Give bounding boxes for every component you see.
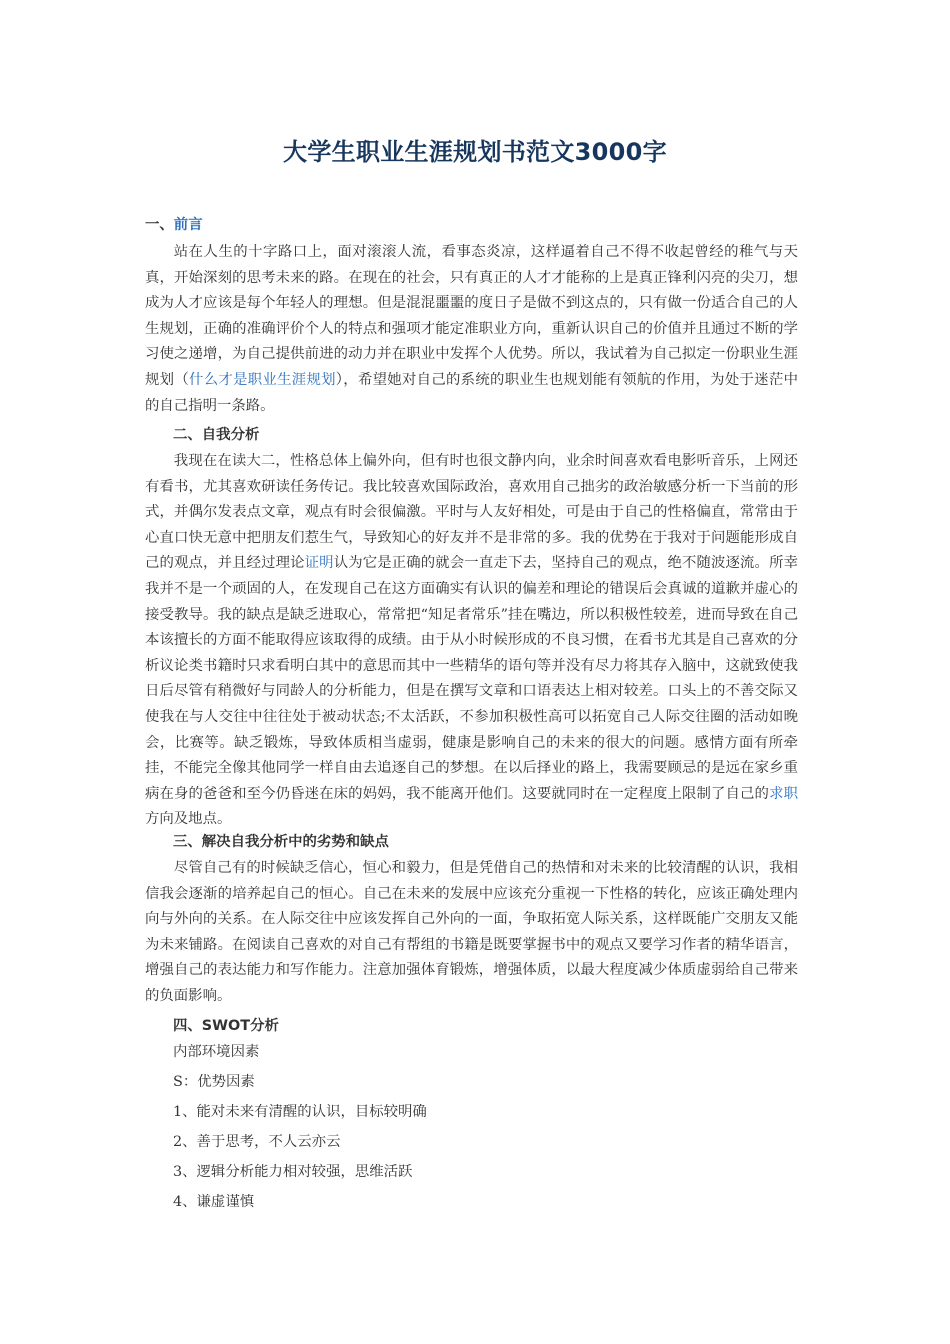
strength-item-3: 3、逻辑分析能力相对较强，思维活跃 — [173, 1164, 413, 1180]
strength-item-2: 2、善于思考，不人云亦云 — [173, 1134, 341, 1150]
job-seeking-link[interactable]: 求职 — [769, 785, 798, 802]
strengths-label: S：优势因素 — [173, 1074, 255, 1090]
section-heading-preface — [145, 213, 203, 234]
strength-item-1: 1、能对未来有清醒的认识，目标较明确 — [173, 1104, 427, 1120]
internal-factors-label: 内部环境因素 — [173, 1044, 260, 1060]
preface-text-b: ），希望她对自己的系统的职业生也规划能有领航的作用，为处于迷茫中的自己指明一条路。 — [145, 371, 798, 414]
strength-item-4: 4、谦虚谨慎 — [173, 1194, 255, 1210]
proof-link[interactable]: 证明 — [304, 555, 334, 572]
section-number: 一、 — [145, 217, 174, 233]
document-title: 大学生职业生涯规划书范文3000字 — [283, 138, 667, 166]
section-heading-weakness-solutions: 三、解决自我分析中的劣势和缺点 — [173, 834, 389, 850]
self-analysis-text-c: 方向及地点。 — [145, 811, 232, 828]
preface-paragraph — [145, 240, 798, 419]
preface-link[interactable]: 前言 — [173, 217, 203, 233]
section-heading-self-analysis: 二、自我分析 — [173, 427, 260, 443]
section-heading-swot: 四、SWOT分析 — [173, 1018, 279, 1034]
self-analysis-paragraph — [145, 449, 798, 833]
career-planning-link[interactable]: 什么才是职业生涯规划 — [189, 371, 336, 388]
preface-text-a: 站在人生的十字路口上，面对滚滚人流，看事态炎凉，这样逼着自己不得不收起曾经的稚气与天真，开始深刻的思考未来的路。在现在的社会，只有真正的人才才能称的上是真正锋利闪亮的尖刀，想成为人才应该是每个年轻人的理想。但是混混噩噩的度日子是做不到这点的，只有做一份适合自己的人生规划，正确的准确评价个人的特点和强项才能定准职业方向，重新认识自己的价值并且通过不断的学习使之递增，为自己提供前进的动力并在职业中发挥个人优势。所以，我试着为自己拟定一份职业生涯规划（ — [145, 244, 798, 388]
weakness-solutions-paragraph: 尽管自己有的时候缺乏信心，恒心和毅力，但是凭借自己的热情和对未来的比较清醒的认识，我相信我会逐渐的培养起自己的恒心。自己在未来的发展中应该充分重视一下性格的转化，应该正确处理内向与外向的关系。在人际交往中应该发挥自己外向的一面，争取拓宽人际关系，这样既能广交朋友又能为未来铺路。在阅读自己喜欢的对自己有帮组的书籍是既要掌握书中的观点又要学习作者的精华语言，增强自己的表达能力和写作能力。注意加强体育锻炼，增强体质，以最大程度减少体质虚弱给自己带来的负面影响。 — [145, 860, 798, 1004]
self-analysis-text-b: 认为它是正确的就会一直走下去，坚持自己的观点，绝不随波逐流。所幸我并不是一个顽固的人，在发现自己在这方面确实有认识的偏差和理论的错误后会真诚的道歉并虚心的接受教导。我的缺点是缺乏进取心，常常把“知足者常乐”挂在嘴边，所以积极性较差，进而导致在自己本该擅长的方面不能取得应该取得的成绩。由于从小时候形成的不良习惯，在看书尤其是自己喜欢的分析议论类书籍时只求看明白其中的意思而其中一些精华的语句等并没有尽力将其存入脑中，这就致使我日后尽管有稍微好与同龄人的分析能力，但是在撰写文章和口语表达上相对较差。口头上的不善交际又使我在与人交往中往往处于被动状态;不太活跃，不参加积极性高可以拓宽自己人际交往圈的活动如晚会，比赛等。缺乏锻炼，导致体质相当虚弱，健康是影响自己的未来的很大的问题。感情方面有所牵挂，不能完全像其他同学一样自由去追逐自己的梦想。在以后择业的路上，我需要顾忌的是远在家乡重病在身的爸爸和至今仍昏迷在床的妈妈，我不能离开他们。这要就同时在一定程度上限制了自己的 — [145, 555, 798, 802]
self-analysis-text-a: 我现在在读大二，性格总体上偏外向，但有时也很文静内向，业余时间喜欢看电影听音乐，上网还有看书，尤其喜欢研读任务传记。我比较喜欢国际政治，喜欢用自己拙劣的政治敏感分析一下当前的形式，并偶尔发表点文章，观点有时会很偏激。平时与人友好相处，可是由于自己的性格偏直，常常由于心直口快无意中把朋友们惹生气，导致知心的好友并不是非常的多。我的优势在于我对于问题能形成自己的观点，并且经过理论 — [145, 453, 798, 572]
